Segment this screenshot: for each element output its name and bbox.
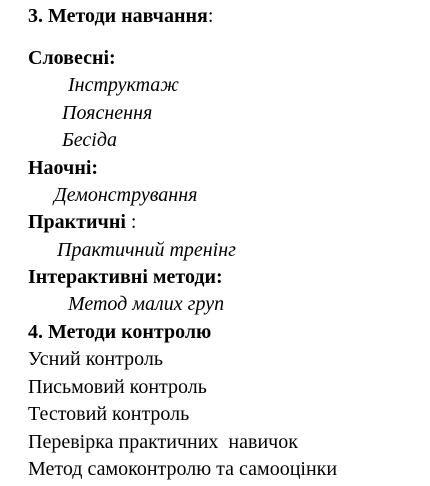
methods-heading-colon: :: [207, 5, 214, 27]
control-item-oral: Усний контроль: [28, 348, 163, 370]
control-heading: 4. Методи контролю: [28, 321, 212, 343]
group-label-interactive: Інтерактивні методи:: [28, 266, 223, 288]
group-label-verbal: Словесні:: [28, 47, 116, 69]
control-item-test: Тестовий контроль: [28, 403, 190, 425]
group-label-practical: [28, 210, 136, 234]
methods-heading: [28, 4, 213, 28]
method-item-conversation: Бесіда: [62, 129, 117, 151]
group-label-visual: Наочні:: [28, 157, 99, 179]
method-item-small-groups: Метод малих груп: [68, 293, 225, 315]
control-item-practical-skills: Перевірка практичних навичок: [28, 431, 298, 453]
control-item-self-assessment: Метод самоконтролю та самооцінки: [28, 458, 338, 480]
methods-heading-text: 3. Методи навчання: [28, 5, 208, 27]
method-item-practical-training: Практичний тренінг: [57, 239, 236, 261]
method-item-demonstration: Демонстрування: [54, 184, 198, 206]
group-label-practical-text: Практичні: [28, 211, 126, 233]
method-item-explanation: Пояснення: [62, 102, 153, 124]
method-item-instruction: Інструктаж: [68, 74, 179, 96]
control-item-written: Письмовий контроль: [28, 376, 207, 398]
group-label-practical-colon: :: [125, 211, 137, 233]
